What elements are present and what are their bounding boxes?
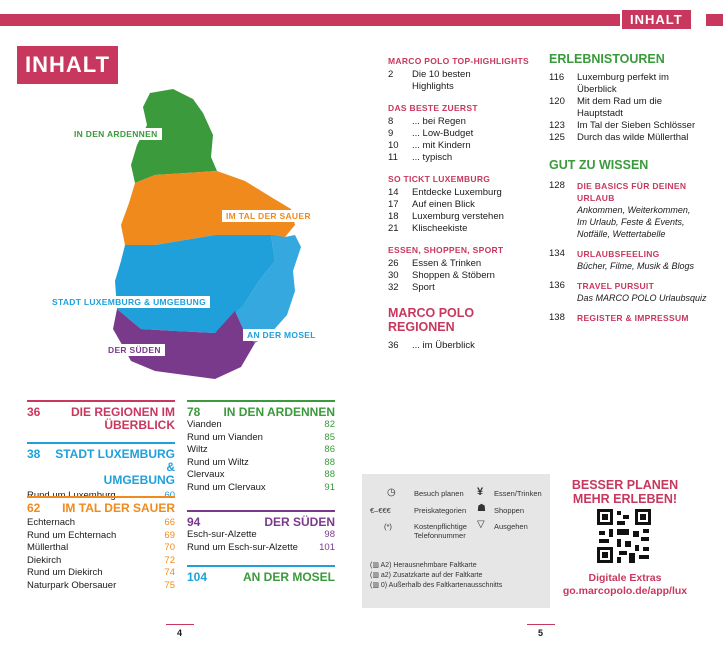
list-item-number: 32: [388, 282, 399, 293]
shopping-bag-icon: ☗: [477, 503, 486, 514]
list-item-name: Rund um Wiltz: [187, 456, 249, 468]
list-item-text: Durch das wilde Müllerthal: [577, 132, 689, 143]
list-item-number: 10: [388, 140, 399, 151]
list-item: [388, 187, 533, 199]
legend-note-3: (▥ 0) Außerhalb des Faltkartenausschnitts: [370, 582, 503, 589]
list-item: 36 ... im Überblick: [388, 340, 475, 351]
list-item-text: ... bei Regen: [412, 116, 466, 127]
page-title: INHALT: [17, 46, 118, 84]
list-item-text: Sport: [412, 282, 435, 293]
list-item: 2 Die 10 besten: [388, 69, 471, 80]
promo-digital: Digitale Extras: [588, 572, 662, 584]
list-item-page: 98: [324, 529, 335, 540]
list-item-number: 116: [549, 72, 565, 83]
list-item-text: Entdecke Luxemburg: [412, 187, 502, 198]
list-item: [388, 211, 533, 223]
list-item-name: Müllerthal: [27, 542, 69, 554]
list-item-number: 21: [388, 223, 399, 234]
list-item: [27, 530, 175, 543]
promo-line-1: BESSER PLANEN: [571, 478, 679, 492]
list-item: [388, 128, 533, 140]
list-item: [187, 542, 335, 555]
list-item-number: 9: [388, 128, 394, 139]
list-item: URLAUB: [577, 193, 615, 203]
list-item: 134 URLAUBSFEELING: [549, 248, 660, 259]
promo-url[interactable]: go.marcopolo.de/app/lux: [562, 585, 688, 597]
list-item: [388, 199, 533, 211]
list-item-text: Im Tal der Sieben Schlösser: [577, 120, 696, 131]
section-head-wissen: GUT ZU WISSEN: [549, 158, 649, 172]
region-stadt-number: 38: [27, 447, 41, 461]
list-item-number: 8: [388, 116, 394, 127]
region-sauer: [27, 496, 175, 593]
list-item-name: Vianden: [187, 419, 222, 430]
legend-kosten-1: Kostenpflichtige: [414, 522, 467, 531]
list-item-name: Diekirch: [27, 554, 62, 566]
section-head-zuerst: DAS BESTE ZUERST: [388, 103, 478, 113]
cocktail-glass-icon: ▽: [477, 519, 485, 530]
list-item-text: ... typisch: [412, 152, 453, 163]
section-head-highlights: MARCO POLO TOP-HIGHLIGHTS: [388, 56, 529, 66]
list-item-page: 82: [324, 419, 335, 430]
list-item-page: 85: [324, 431, 335, 443]
legend-kosten-2: Telefonnummer: [414, 531, 466, 540]
list-item-text: Luxemburg perfekt im Überblick: [577, 72, 669, 95]
list-item: [549, 96, 719, 120]
list-item: [27, 555, 175, 568]
legend-shoppen: Shoppen: [494, 506, 525, 515]
list-item-name: Esch-sur-Alzette: [187, 529, 257, 540]
list-item-page: 101: [319, 541, 335, 553]
list-item: [388, 223, 533, 235]
top-bar: [0, 14, 620, 26]
list-item-text: ... mit Kindern: [412, 140, 471, 151]
list-item: [27, 580, 175, 593]
region-ueberblick: [27, 400, 175, 432]
section-head-erlebnis: ERLEBNISTOUREN: [549, 52, 665, 66]
region-stadt-title: STADT LUXEMBURG &: [55, 447, 175, 474]
list-item-name: Rund um Clervaux: [187, 481, 266, 493]
page-number-line-right: [527, 624, 555, 625]
region-ueberblick-title: DIE REGIONEN IM: [70, 405, 175, 419]
region-ueberblick-number: 36: [27, 405, 41, 419]
map-label-ardennen: IN DEN ARDENNEN: [70, 128, 162, 140]
map-region-sauer: [121, 171, 295, 245]
region-sauer-number: 62: [27, 501, 41, 515]
list-item: [187, 457, 335, 470]
list-item: [27, 542, 175, 555]
page-number-line-left: [166, 624, 194, 625]
legend-preis: Preiskategorien: [414, 506, 467, 515]
list-item: [187, 529, 335, 542]
list-item: [27, 517, 175, 530]
list-item: [388, 140, 533, 152]
list-item: Highlights: [412, 81, 454, 92]
list-item: Rund um Luxemburg 60: [27, 490, 175, 501]
list-item-name: Rund um Diekirch: [27, 567, 103, 579]
legend-kosten-symbol: (*): [384, 522, 392, 531]
list-item-page: 72: [164, 554, 175, 566]
list-item-name: Rund um Echternach: [27, 529, 117, 541]
list-item-name: Clervaux: [187, 469, 225, 481]
header-tab-title: INHALT: [622, 10, 691, 29]
promo-line-2: MEHR ERLEBEN!: [572, 492, 678, 506]
list-item: [187, 444, 335, 457]
legend-box: [362, 474, 550, 608]
list-item-number: 123: [549, 120, 565, 131]
list-item-text: Klischeekiste: [412, 223, 468, 234]
list-item-page: 75: [164, 579, 175, 591]
list-item: [388, 152, 533, 164]
map-label-sauer: IM TAL DER SAUER: [222, 210, 315, 222]
list-item-number: 18: [388, 211, 399, 222]
top-bar-right: [706, 14, 723, 26]
list-item-page: 66: [164, 517, 175, 528]
region-sueden-title: DER SÜDEN: [264, 515, 335, 529]
list-item-text: Auf einen Blick: [412, 199, 475, 210]
region-mosel-title: AN DER MOSEL: [242, 570, 335, 584]
list-item: 136 TRAVEL PURSUIT: [549, 280, 655, 291]
list-item: [187, 432, 335, 445]
list-item-text: Luxemburg verstehen: [412, 211, 504, 222]
legend-besuch: Besuch planen: [414, 489, 464, 498]
list-item: [187, 469, 335, 482]
map-label-stadt: STADT LUXEMBURG & UMGEBUNG: [48, 296, 210, 308]
fork-knife-icon: ¥: [477, 486, 484, 498]
region-sauer-title: IM TAL DER SAUER: [62, 501, 175, 515]
list-item-number: 120: [549, 96, 565, 107]
region-ardennen-title: IN DEN ARDENNEN: [223, 405, 335, 419]
list-item-number: 17: [388, 199, 399, 210]
list-item-page: 70: [164, 542, 175, 554]
map-label-sueden: DER SÜDEN: [104, 344, 165, 356]
list-item-page: 88: [324, 456, 335, 468]
list-item-text: Essen & Trinken: [412, 258, 482, 269]
list-item-text: Shoppen & Stöbern: [412, 270, 495, 281]
legend-note-1: (▥ A2) Herausnehmbare Faltkarte: [370, 562, 477, 569]
list-item-name: Wiltz: [187, 444, 208, 456]
list-item: [549, 72, 719, 96]
list-item: [388, 282, 533, 294]
page-number-left: 4: [177, 628, 183, 638]
list-item-name: Rund um Vianden: [187, 431, 263, 443]
list-item-number: 11: [388, 152, 398, 163]
section-head-tickt: SO TICKT LUXEMBURG: [388, 174, 491, 184]
clock-icon: ◷: [387, 487, 396, 498]
list-item-number: 14: [388, 187, 399, 198]
region-ardennen: [187, 400, 335, 495]
legend-ausgehen: Ausgehen: [494, 522, 528, 531]
region-stadt: [27, 442, 175, 503]
list-item: [187, 419, 335, 432]
map-label-mosel: AN DER MOSEL: [243, 329, 320, 341]
list-item-page: 74: [164, 567, 175, 579]
list-item: 138 REGISTER & IMPRESSUM: [549, 312, 689, 323]
list-item-number: 125: [549, 132, 565, 143]
page-number-right: 5: [538, 628, 544, 638]
list-item: [388, 116, 533, 128]
list-item: [187, 482, 335, 495]
toc-column-1: [388, 56, 533, 352]
list-item: [388, 270, 533, 282]
toc-column-2: ERLEBNISTOUREN 116 Luxemburg perfekt im Überblick 120 Mit dem Rad um die Hauptstadt 123 Im Tal der Sieben Schlösser 125 Durch das wilde Müllerthal GUT ZU WISSEN 128 DIE BASICS FÜR DEINEN URLAUB Ankommen, Weiterkommen, Im Urlaub, Feste & Events, Notfälle, Wettertabelle 134 URLAUBSFEELING Bücher, Filme, Musik & Blogs 136 TRAVEL PURSUIT Das MARCO POLO Urlaubsquiz 138 REGISTER & IMPRESSUM: [549, 52, 719, 324]
list-item-name: Rund um Esch-sur-Alzette: [187, 541, 298, 553]
region-sueden-number: 94: [187, 515, 201, 529]
region-ueberblick-title-2: ÜBERBLICK: [104, 418, 175, 432]
list-item-page: 69: [164, 529, 175, 541]
list-item: [549, 120, 719, 132]
region-mosel-number: 104: [187, 570, 208, 584]
list-item: [27, 567, 175, 580]
section-head-regionen: MARCO POLO REGIONEN: [388, 306, 475, 334]
qr-code-icon[interactable]: [595, 507, 653, 565]
region-ardennen-number: 78: [187, 405, 201, 419]
legend-essen: Essen/Trinken: [494, 489, 542, 498]
list-item-text: Mit dem Rad um die Hauptstadt: [577, 96, 663, 119]
list-item-page: 86: [324, 444, 335, 456]
region-stadt-title-2: UMGEBUNG: [103, 473, 175, 487]
list-item-number: 26: [388, 258, 399, 269]
list-item-number: 30: [388, 270, 399, 281]
section-head-essen: ESSEN, SHOPPEN, SPORT: [388, 245, 504, 255]
region-sueden: [187, 510, 335, 554]
list-item-name: Naturpark Obersauer: [27, 579, 117, 591]
region-mosel: [187, 565, 335, 584]
list-item: [388, 258, 533, 270]
legend-note-2: (▥ a2) Zusatzkarte auf der Faltkarte: [370, 572, 483, 579]
list-item-page: 91: [324, 481, 335, 493]
list-item-text: ... Low-Budget: [412, 128, 474, 139]
list-item: [549, 132, 719, 144]
list-item-name: Echternach: [27, 517, 76, 528]
list-item-page: 88: [324, 469, 335, 481]
legend-preis-symbol: €–€€€: [370, 506, 391, 515]
list-item: 128 DIE BASICS FÜR DEINEN: [549, 180, 687, 191]
